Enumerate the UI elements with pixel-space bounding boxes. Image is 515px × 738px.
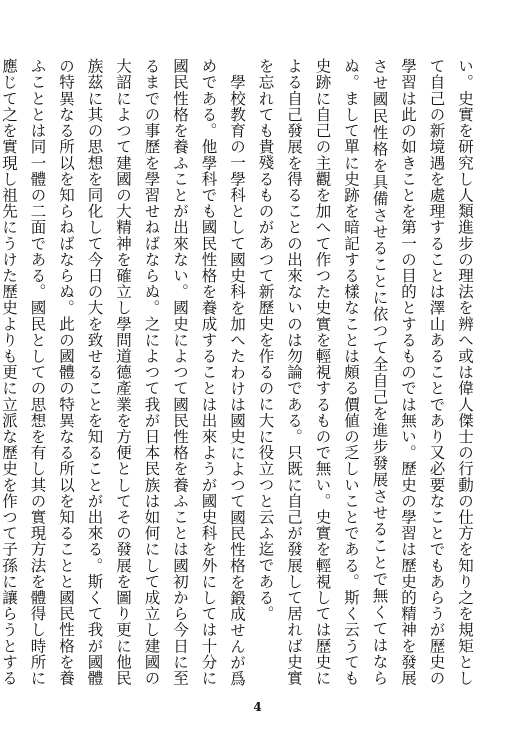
- paragraph-1: い。史實を研究し人類進步の理法を辨へ或は偉人傑士の行動の仕方を知り之を規矩として自己の新境遇を處理することは澤山あることであり又必要なことでもあらうが歷史の學習は此の如きことを第一の目的とするものでは無い。歷史の學習は歷史的精神を發展させ國民性格を具備させることに依つて全自己を進步發展させることで無くてはならぬ。まして單に史跡を暗記する樣なことは頗る價値の乏しいことである。斯く云うても史跡に自己の主觀を加へて作つた史實を輕視するもので無い。史實を輕視しては歷史による自己發展を得ることの出來ないのは勿論である。只既に自己が發展して居れば史實を忘れても貴殘るものがあつて新歷史を作るのに大に役立つと云ふ迄である。: [256, 58, 474, 686]
- page-number: 4: [253, 700, 262, 714]
- body-text-column-block: [0, 58, 479, 686]
- paragraph-2: 學校教育の一學科として國史科を加へたわけは國史によつて國民性格を鍛成せんが爲めである。他學科でも國民性格を養成することは出來ようが國史科を外にしては十分に國民性格を養ふことが出來ない。國史によつて國民性格を養ふことは國初から今日に至るまでの事歷を學習せねばならぬ。之によつて我が日本民族は如何にして成立し建國の大詔によつて建國の大精神を確立し學問道德產業を方便としてその發展を圖り更に他民族茲に其の思想を同化して今日の大を致せることを知ることが出來る。斯くて我が國體の特異なる所以を知らねばならぬ。此の國體の特異なる所以を知ることと國民性格を養ふこととは同一體の二面である。國民としての思想を有し其の實現方法を體得し時所に應じて之を實現し祖先にうけた歷史よりも更に立派な歷史を作つて子孫に讓らうとする: [0, 58, 246, 686]
